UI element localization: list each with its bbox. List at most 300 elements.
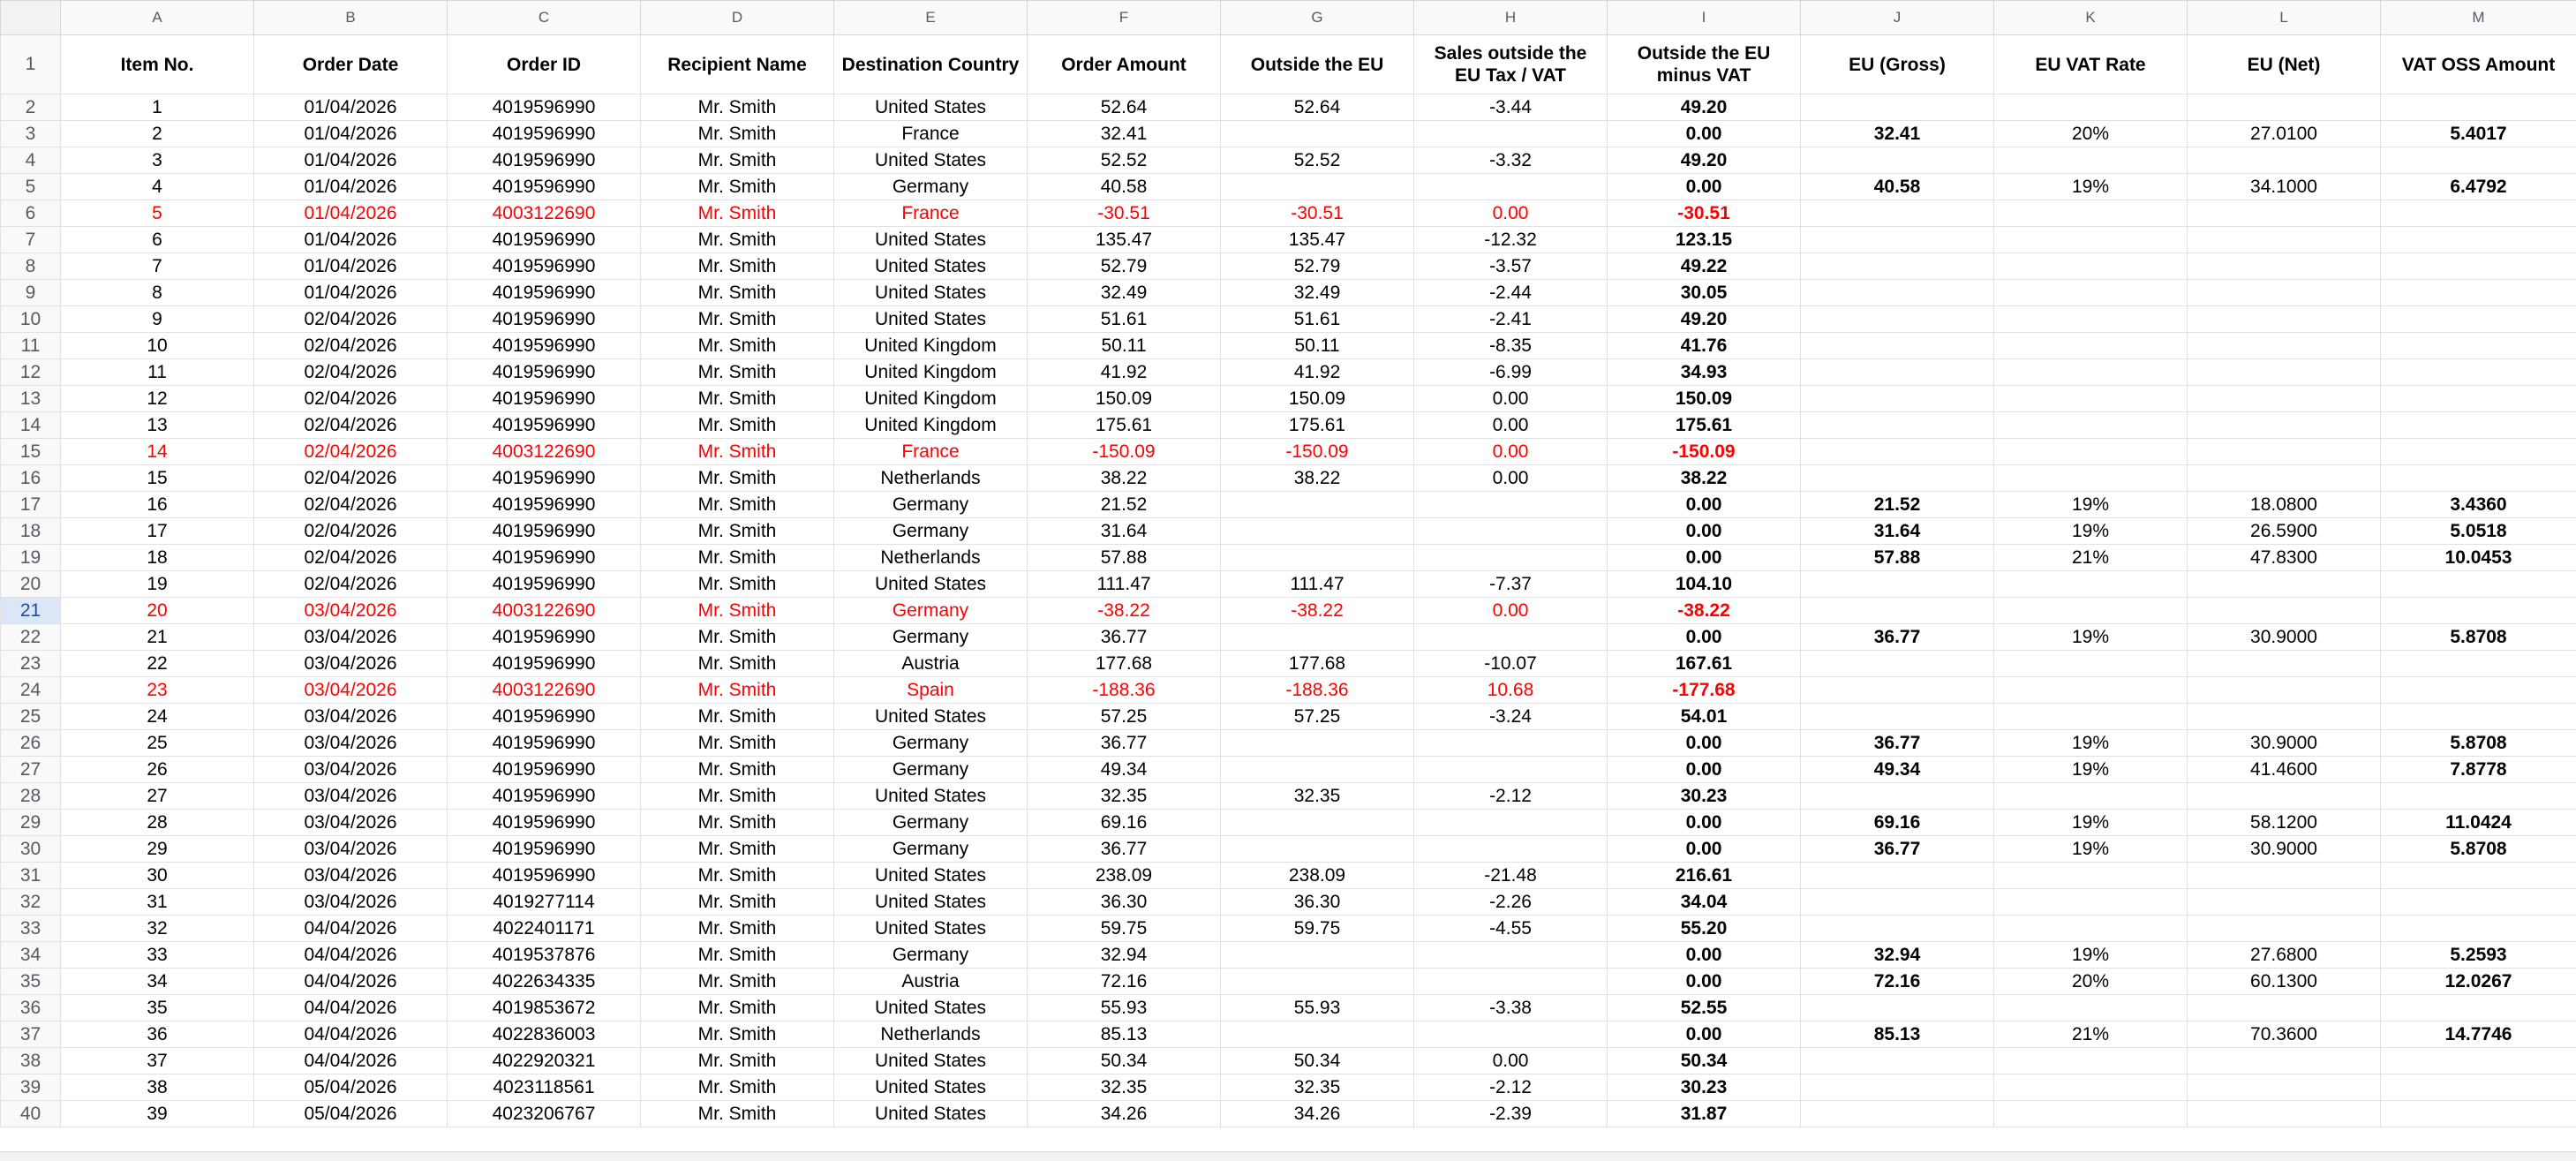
data-cell[interactable]: 19% [1994,624,2188,651]
data-cell[interactable] [2381,359,2576,386]
data-cell[interactable]: 52.64 [1221,94,1414,121]
data-cell[interactable]: -2.41 [1414,306,1608,333]
data-cell[interactable]: 30.9000 [2188,730,2381,757]
data-cell[interactable] [1994,465,2188,492]
data-cell[interactable]: -12.32 [1414,227,1608,253]
data-cell[interactable]: Mr. Smith [641,863,834,889]
column-header-l[interactable]: L [2188,1,2381,35]
row-number[interactable]: 15 [1,439,61,465]
data-cell[interactable]: 21.52 [1801,492,1994,518]
row-number[interactable]: 6 [1,200,61,227]
row-number[interactable]: 12 [1,359,61,386]
data-cell[interactable]: Mr. Smith [641,306,834,333]
data-cell[interactable] [2381,227,2576,253]
data-cell[interactable]: 4019596990 [448,810,641,836]
data-cell[interactable]: 59.75 [1028,916,1221,942]
data-cell[interactable] [2188,704,2381,730]
data-cell[interactable]: 14.7746 [2381,1022,2576,1048]
data-cell[interactable]: 36.77 [1028,730,1221,757]
data-cell[interactable]: 32.41 [1801,121,1994,147]
data-cell[interactable]: 4019596990 [448,174,641,200]
row-number[interactable]: 35 [1,969,61,995]
data-cell[interactable]: 5 [61,200,254,227]
data-cell[interactable]: 03/04/2026 [254,810,448,836]
data-cell[interactable]: 55.20 [1608,916,1801,942]
data-cell[interactable]: 47.8300 [2188,545,2381,571]
data-cell[interactable]: 14 [61,439,254,465]
data-cell[interactable]: 31.64 [1028,518,1221,545]
data-cell[interactable]: United States [834,704,1028,730]
column-header-i[interactable]: I [1608,1,1801,35]
row-number[interactable]: 11 [1,333,61,359]
data-cell[interactable] [2188,783,2381,810]
data-cell[interactable]: -38.22 [1221,598,1414,624]
data-cell[interactable]: 49.34 [1028,757,1221,783]
data-cell[interactable] [1414,969,1608,995]
data-cell[interactable]: -177.68 [1608,677,1801,704]
data-cell[interactable]: 19% [1994,518,2188,545]
data-cell[interactable]: 238.09 [1028,863,1221,889]
data-cell[interactable]: 54.01 [1608,704,1801,730]
data-cell[interactable]: 8 [61,280,254,306]
data-cell[interactable] [2188,412,2381,439]
data-cell[interactable]: 02/04/2026 [254,439,448,465]
data-cell[interactable] [2381,386,2576,412]
row-number[interactable]: 25 [1,704,61,730]
data-cell[interactable]: 4022634335 [448,969,641,995]
data-cell[interactable] [2381,783,2576,810]
data-cell[interactable] [2188,1048,2381,1074]
data-cell[interactable]: 4019853672 [448,995,641,1022]
data-cell[interactable]: 49.20 [1608,147,1801,174]
data-cell[interactable]: Mr. Smith [641,518,834,545]
row-number[interactable]: 7 [1,227,61,253]
data-cell[interactable] [2381,889,2576,916]
data-cell[interactable]: 24 [61,704,254,730]
data-cell[interactable]: 04/04/2026 [254,942,448,969]
data-cell[interactable] [1801,94,1994,121]
data-cell[interactable]: 21% [1994,545,2188,571]
data-cell[interactable] [1994,1074,2188,1101]
data-cell[interactable] [1994,227,2188,253]
data-cell[interactable] [1801,571,1994,598]
data-cell[interactable]: Austria [834,651,1028,677]
data-cell[interactable]: 0.00 [1608,836,1801,863]
data-cell[interactable] [1801,598,1994,624]
data-cell[interactable]: 20 [61,598,254,624]
data-cell[interactable]: United States [834,227,1028,253]
data-cell[interactable]: 15 [61,465,254,492]
data-cell[interactable]: United States [834,94,1028,121]
data-cell[interactable]: United States [834,863,1028,889]
data-cell[interactable]: 4019596990 [448,730,641,757]
data-cell[interactable]: 31.87 [1608,1101,1801,1127]
data-cell[interactable]: 36.77 [1028,836,1221,863]
data-cell[interactable]: 59.75 [1221,916,1414,942]
column-header-d[interactable]: D [641,1,834,35]
data-cell[interactable]: 4023206767 [448,1101,641,1127]
data-cell[interactable] [1221,969,1414,995]
data-cell[interactable]: 4019596990 [448,492,641,518]
data-cell[interactable] [1801,1048,1994,1074]
data-cell[interactable]: 4003122690 [448,200,641,227]
data-cell[interactable] [1414,624,1608,651]
data-cell[interactable]: 25 [61,730,254,757]
data-cell[interactable]: 85.13 [1028,1022,1221,1048]
column-header-k[interactable]: K [1994,1,2188,35]
data-cell[interactable]: 5.8708 [2381,836,2576,863]
data-cell[interactable]: 37 [61,1048,254,1074]
data-cell[interactable] [2188,333,2381,359]
row-number[interactable]: 23 [1,651,61,677]
data-cell[interactable] [1994,386,2188,412]
data-cell[interactable]: 30 [61,863,254,889]
row-number[interactable]: 10 [1,306,61,333]
data-cell[interactable]: Mr. Smith [641,439,834,465]
header-cell[interactable]: Destination Country [834,35,1028,94]
data-cell[interactable]: 32.35 [1028,1074,1221,1101]
data-cell[interactable]: 7.8778 [2381,757,2576,783]
data-cell[interactable] [2188,227,2381,253]
data-cell[interactable]: 60.1300 [2188,969,2381,995]
data-cell[interactable]: United States [834,1101,1028,1127]
data-cell[interactable]: 49.20 [1608,94,1801,121]
data-cell[interactable] [1801,306,1994,333]
data-cell[interactable]: 9 [61,306,254,333]
data-cell[interactable]: 13 [61,412,254,439]
data-cell[interactable]: 50.11 [1221,333,1414,359]
data-cell[interactable] [2381,1101,2576,1127]
data-cell[interactable] [1994,147,2188,174]
data-cell[interactable]: 49.22 [1608,253,1801,280]
data-cell[interactable]: Mr. Smith [641,492,834,518]
data-cell[interactable]: -150.09 [1608,439,1801,465]
row-number[interactable]: 28 [1,783,61,810]
data-cell[interactable]: 7 [61,253,254,280]
data-cell[interactable] [1221,730,1414,757]
data-cell[interactable]: 4019277114 [448,889,641,916]
data-cell[interactable]: Mr. Smith [641,121,834,147]
data-cell[interactable] [1801,412,1994,439]
data-cell[interactable]: -38.22 [1028,598,1221,624]
data-cell[interactable] [1994,253,2188,280]
data-cell[interactable] [1801,386,1994,412]
row-number[interactable]: 39 [1,1074,61,1101]
data-cell[interactable]: 20% [1994,121,2188,147]
data-cell[interactable]: 6 [61,227,254,253]
data-cell[interactable]: 32.35 [1028,783,1221,810]
data-cell[interactable]: United States [834,147,1028,174]
data-cell[interactable] [2188,1101,2381,1127]
data-cell[interactable]: 34.04 [1608,889,1801,916]
data-cell[interactable] [2188,253,2381,280]
row-number[interactable]: 34 [1,942,61,969]
data-cell[interactable]: 01/04/2026 [254,280,448,306]
data-cell[interactable]: 177.68 [1028,651,1221,677]
data-cell[interactable]: 4022401171 [448,916,641,942]
data-cell[interactable] [2381,598,2576,624]
data-cell[interactable]: 03/04/2026 [254,757,448,783]
row-number[interactable]: 3 [1,121,61,147]
data-cell[interactable]: Mr. Smith [641,1074,834,1101]
data-cell[interactable]: 32.35 [1221,783,1414,810]
data-cell[interactable]: -150.09 [1221,439,1414,465]
data-cell[interactable] [1801,280,1994,306]
data-cell[interactable]: 167.61 [1608,651,1801,677]
data-cell[interactable] [2188,386,2381,412]
data-cell[interactable] [2188,465,2381,492]
data-cell[interactable]: Mr. Smith [641,465,834,492]
data-cell[interactable]: 72.16 [1801,969,1994,995]
data-cell[interactable] [1801,147,1994,174]
data-cell[interactable]: -3.44 [1414,94,1608,121]
data-cell[interactable]: 01/04/2026 [254,147,448,174]
data-cell[interactable] [1414,942,1608,969]
data-cell[interactable] [2188,677,2381,704]
data-cell[interactable]: -3.24 [1414,704,1608,730]
data-cell[interactable]: United States [834,1048,1028,1074]
row-number[interactable]: 16 [1,465,61,492]
data-cell[interactable] [2381,306,2576,333]
data-cell[interactable] [1414,810,1608,836]
data-cell[interactable]: 32 [61,916,254,942]
data-cell[interactable] [2381,651,2576,677]
data-cell[interactable]: 4003122690 [448,439,641,465]
header-cell[interactable]: VAT OSS Amount [2381,35,2576,94]
data-cell[interactable]: 38.22 [1221,465,1414,492]
data-cell[interactable]: United States [834,1074,1028,1101]
row-number[interactable]: 27 [1,757,61,783]
data-cell[interactable]: 01/04/2026 [254,121,448,147]
data-cell[interactable]: Mr. Smith [641,730,834,757]
data-cell[interactable]: 34.26 [1221,1101,1414,1127]
data-cell[interactable]: 32.41 [1028,121,1221,147]
header-cell[interactable]: Outside the EU [1221,35,1414,94]
data-cell[interactable] [2188,889,2381,916]
data-cell[interactable]: 5.8708 [2381,730,2576,757]
row-number[interactable]: 1 [1,35,61,94]
data-cell[interactable] [1221,624,1414,651]
data-cell[interactable] [1414,121,1608,147]
data-cell[interactable]: 38 [61,1074,254,1101]
data-cell[interactable]: 85.13 [1801,1022,1994,1048]
data-cell[interactable]: 02/04/2026 [254,492,448,518]
data-cell[interactable]: 52.64 [1028,94,1221,121]
data-cell[interactable]: Mr. Smith [641,598,834,624]
data-cell[interactable]: 23 [61,677,254,704]
data-cell[interactable] [1221,121,1414,147]
data-cell[interactable] [1414,730,1608,757]
data-cell[interactable]: United States [834,253,1028,280]
data-cell[interactable]: 57.25 [1028,704,1221,730]
column-header-f[interactable]: F [1028,1,1221,35]
data-cell[interactable]: United Kingdom [834,359,1028,386]
row-number[interactable]: 38 [1,1048,61,1074]
data-cell[interactable]: Germany [834,942,1028,969]
data-cell[interactable]: -188.36 [1221,677,1414,704]
data-cell[interactable]: -3.32 [1414,147,1608,174]
data-cell[interactable]: 4019596990 [448,518,641,545]
data-cell[interactable]: 4019596990 [448,412,641,439]
data-cell[interactable]: 0.00 [1608,174,1801,200]
data-cell[interactable]: Germany [834,757,1028,783]
data-cell[interactable]: 27.0100 [2188,121,2381,147]
data-cell[interactable]: 02/04/2026 [254,571,448,598]
data-cell[interactable]: Germany [834,174,1028,200]
data-cell[interactable] [2381,995,2576,1022]
row-number[interactable]: 21 [1,598,61,624]
data-cell[interactable]: 32.94 [1028,942,1221,969]
data-cell[interactable] [2381,704,2576,730]
data-cell[interactable]: 4019596990 [448,651,641,677]
data-cell[interactable]: 3.4360 [2381,492,2576,518]
data-cell[interactable] [1994,598,2188,624]
data-cell[interactable]: 0.00 [1414,465,1608,492]
data-cell[interactable]: 19% [1994,942,2188,969]
data-cell[interactable]: 238.09 [1221,863,1414,889]
data-cell[interactable]: 0.00 [1414,200,1608,227]
data-cell[interactable]: Mr. Smith [641,174,834,200]
data-cell[interactable]: 111.47 [1221,571,1414,598]
data-cell[interactable]: 41.4600 [2188,757,2381,783]
data-cell[interactable] [1994,995,2188,1022]
data-cell[interactable]: -188.36 [1028,677,1221,704]
data-cell[interactable]: 03/04/2026 [254,836,448,863]
data-cell[interactable]: 30.23 [1608,783,1801,810]
data-cell[interactable]: 135.47 [1221,227,1414,253]
data-cell[interactable]: Mr. Smith [641,836,834,863]
header-cell[interactable]: EU VAT Rate [1994,35,2188,94]
data-cell[interactable] [1221,810,1414,836]
data-cell[interactable]: 52.79 [1028,253,1221,280]
data-cell[interactable]: 04/04/2026 [254,1022,448,1048]
data-cell[interactable]: -2.39 [1414,1101,1608,1127]
data-cell[interactable] [1221,174,1414,200]
data-cell[interactable]: 58.1200 [2188,810,2381,836]
data-cell[interactable]: 69.16 [1801,810,1994,836]
data-cell[interactable]: 03/04/2026 [254,704,448,730]
data-cell[interactable]: 4019596990 [448,704,641,730]
data-cell[interactable]: 10 [61,333,254,359]
data-cell[interactable]: 4022920321 [448,1048,641,1074]
data-cell[interactable]: 03/04/2026 [254,677,448,704]
data-cell[interactable]: Mr. Smith [641,889,834,916]
data-cell[interactable]: Mr. Smith [641,227,834,253]
data-cell[interactable]: 02/04/2026 [254,386,448,412]
data-cell[interactable] [2188,571,2381,598]
data-cell[interactable] [2188,916,2381,942]
row-number[interactable]: 24 [1,677,61,704]
data-cell[interactable] [1221,836,1414,863]
data-cell[interactable] [2188,651,2381,677]
data-cell[interactable]: 02/04/2026 [254,306,448,333]
data-cell[interactable] [1994,412,2188,439]
data-cell[interactable]: 4019596990 [448,571,641,598]
data-cell[interactable]: Mr. Smith [641,757,834,783]
data-cell[interactable]: 36 [61,1022,254,1048]
data-cell[interactable]: 34.1000 [2188,174,2381,200]
data-cell[interactable]: 123.15 [1608,227,1801,253]
data-cell[interactable]: 4019537876 [448,942,641,969]
row-number[interactable]: 22 [1,624,61,651]
data-cell[interactable]: Mr. Smith [641,94,834,121]
data-cell[interactable]: 29 [61,836,254,863]
data-cell[interactable]: 22 [61,651,254,677]
data-cell[interactable]: 31 [61,889,254,916]
row-number[interactable]: 33 [1,916,61,942]
data-cell[interactable] [1221,1022,1414,1048]
data-cell[interactable]: 177.68 [1221,651,1414,677]
data-cell[interactable]: 03/04/2026 [254,863,448,889]
data-cell[interactable]: 49.20 [1608,306,1801,333]
data-cell[interactable]: 4022836003 [448,1022,641,1048]
data-cell[interactable]: United Kingdom [834,412,1028,439]
data-cell[interactable]: 02/04/2026 [254,545,448,571]
data-cell[interactable]: Mr. Smith [641,333,834,359]
data-cell[interactable]: 70.3600 [2188,1022,2381,1048]
data-cell[interactable]: -30.51 [1608,200,1801,227]
data-cell[interactable]: 0.00 [1414,598,1608,624]
data-cell[interactable]: Mr. Smith [641,1022,834,1048]
data-cell[interactable] [2188,306,2381,333]
data-cell[interactable]: 41.92 [1221,359,1414,386]
column-header-m[interactable]: M [2381,1,2576,35]
row-number[interactable]: 40 [1,1101,61,1127]
data-cell[interactable]: 36.77 [1801,836,1994,863]
data-cell[interactable] [2381,333,2576,359]
data-cell[interactable] [1994,704,2188,730]
data-cell[interactable]: Mr. Smith [641,624,834,651]
data-cell[interactable] [1801,439,1994,465]
data-cell[interactable] [1414,174,1608,200]
data-cell[interactable]: 6.4792 [2381,174,2576,200]
data-cell[interactable]: 34.26 [1028,1101,1221,1127]
header-cell[interactable]: Item No. [61,35,254,94]
data-cell[interactable] [2188,147,2381,174]
data-cell[interactable]: 111.47 [1028,571,1221,598]
data-cell[interactable]: 52.52 [1028,147,1221,174]
row-number[interactable]: 4 [1,147,61,174]
data-cell[interactable]: 4003122690 [448,677,641,704]
data-cell[interactable]: Mr. Smith [641,969,834,995]
data-cell[interactable]: 02/04/2026 [254,359,448,386]
data-cell[interactable] [2188,995,2381,1022]
data-cell[interactable]: 41.92 [1028,359,1221,386]
data-cell[interactable] [1994,677,2188,704]
data-cell[interactable] [1994,889,2188,916]
data-cell[interactable] [2381,916,2576,942]
data-cell[interactable]: 57.25 [1221,704,1414,730]
data-cell[interactable] [1221,492,1414,518]
data-cell[interactable]: 0.00 [1608,545,1801,571]
data-cell[interactable] [1801,995,1994,1022]
data-cell[interactable] [2381,677,2576,704]
data-cell[interactable] [1801,916,1994,942]
data-cell[interactable]: 5.8708 [2381,624,2576,651]
data-cell[interactable] [1994,280,2188,306]
data-cell[interactable]: Mr. Smith [641,916,834,942]
data-cell[interactable]: -10.07 [1414,651,1608,677]
data-cell[interactable] [2188,94,2381,121]
data-cell[interactable] [1994,200,2188,227]
data-cell[interactable]: 04/04/2026 [254,1048,448,1074]
data-cell[interactable] [2381,94,2576,121]
data-cell[interactable]: 175.61 [1221,412,1414,439]
data-cell[interactable] [2188,200,2381,227]
data-cell[interactable]: 02/04/2026 [254,518,448,545]
data-cell[interactable]: United Kingdom [834,333,1028,359]
row-number[interactable]: 20 [1,571,61,598]
